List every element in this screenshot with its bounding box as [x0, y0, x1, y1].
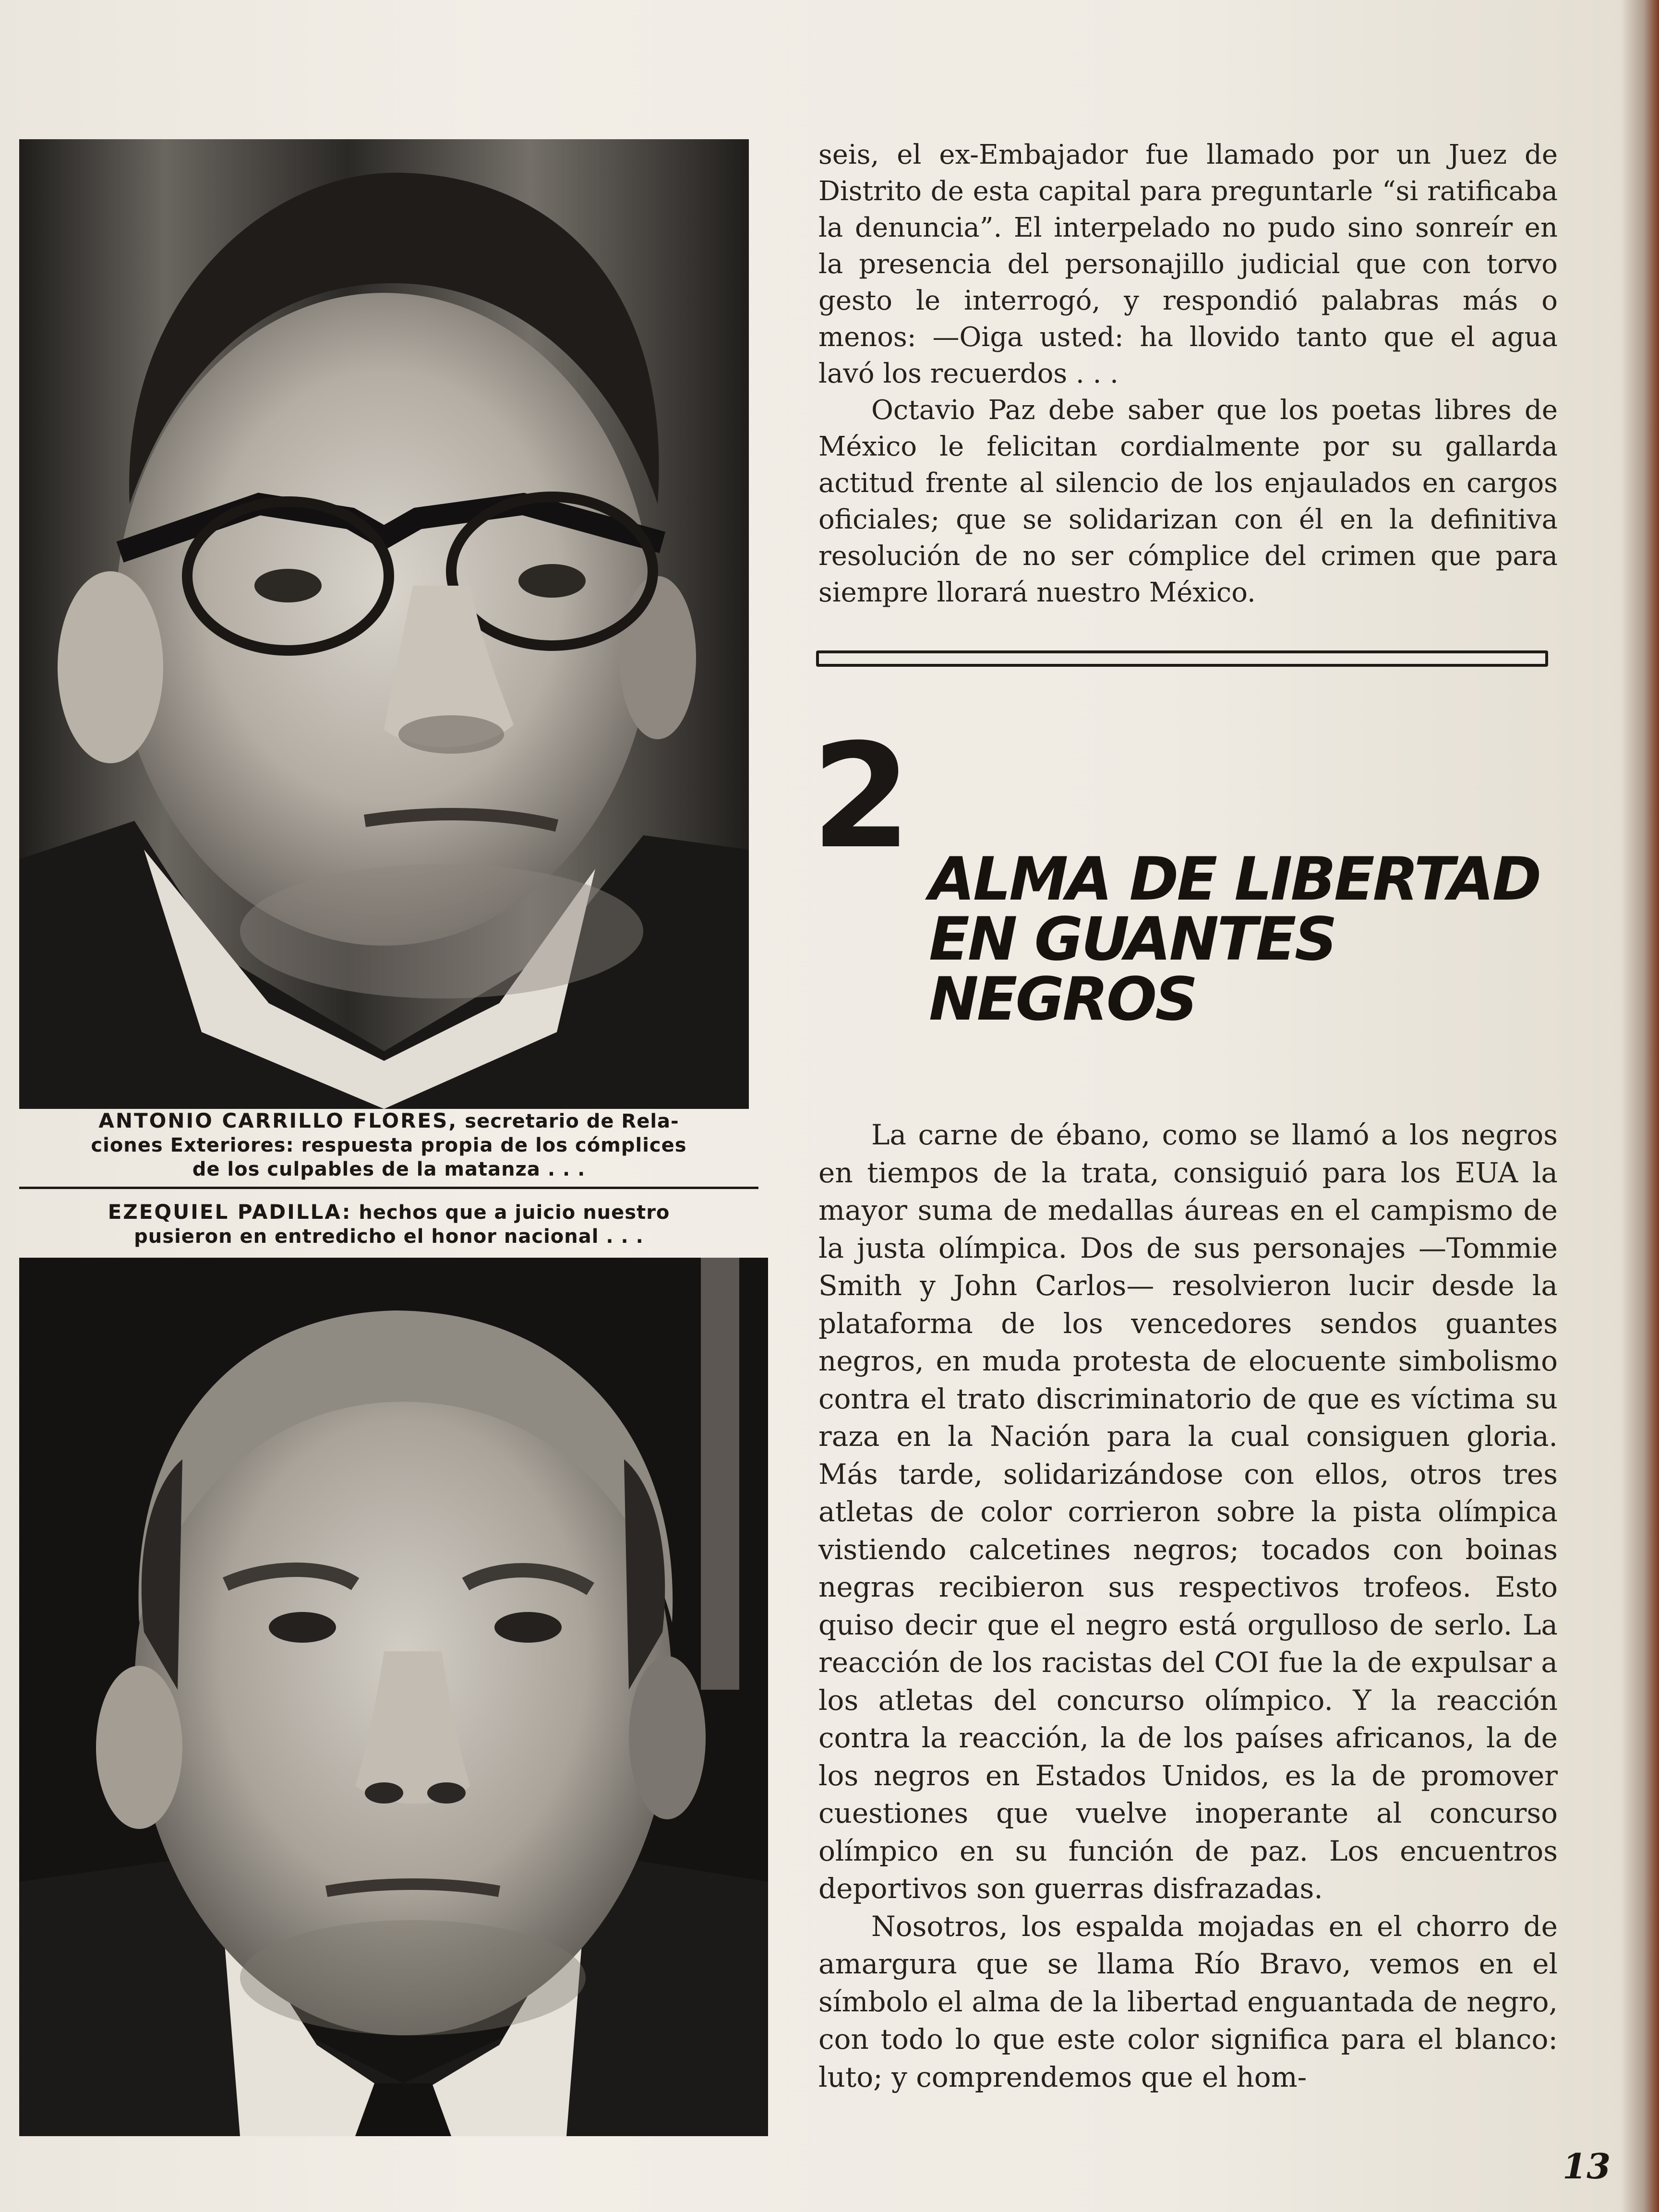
paragraph: La carne de ébano, como se llamó a los negros en tiempos de la trata, consiguió para los EUA la mayor suma de medallas áureas en el campismo de la justa olímpica. Dos de sus personajes —Tommie Smith y John Carlos— resolvieron lucir desde la plataforma de los vencedores sendos guantes negros, en muda protesta de elocuente simbolismo contra el trato discriminatorio de que es víctima su raza en la Nación para la cual consiguen gloria. Más tarde, solidarizándose con ellos, otros tres atletas de color corrieron sobre la pista olímpica vistiendo calcetines negros; tocados con boinas negras recibieron sus respectivos trofeos. Esto quiso decir que el negro está orgulloso de serlo. La reacción de los racistas del COI fue la de expulsar a los atletas del concurso olímpico. Y la reacción contra la reacción, la de los países africanos, la de los negros en Estados Unidos, es la de promover cuestiones que vuelve inoperante al concurso olímpico en su función de paz. Los encuentros deportivos son guerras disfrazadas.	[818, 1118, 1558, 1905]
portrait-photo-padilla	[19, 1258, 768, 2136]
caption-line1-text: hechos que a juicio nuestro	[359, 1202, 670, 1224]
portrait-image	[19, 139, 749, 1109]
caption-line2: pusieron en entredicho el honor nacional . . .	[134, 1226, 644, 1248]
section-divider	[816, 650, 1548, 667]
portrait-photo-carrillo-flores	[19, 139, 749, 1109]
page-number: 13	[1563, 2146, 1611, 2187]
paragraph: seis, el ex-Embajador fue llamado por un Juez de Distrito de esta capital para preguntarle “si ratificaba la denuncia”. El interpelado no pudo sino sonreír en la presencia del personajillo judicial que con torvo gesto le interrogó, y respondió palabras más o menos: —Oiga usted: ha llovido tanto que el agua lavó los recuerdos . . .	[818, 139, 1558, 389]
caption-line2: ciones Exteriores: respuesta propia de los cómplices	[91, 1134, 687, 1156]
section-headline	[929, 845, 1577, 1034]
portrait-image	[19, 1258, 768, 2136]
section-number: 2	[811, 713, 912, 880]
headline-line: EN GUANTES	[929, 905, 1335, 974]
page-edge-shadow	[1621, 0, 1659, 2212]
headline-line: NEGROS	[929, 965, 1196, 1034]
caption-line1-text: secretario de Rela-	[465, 1110, 679, 1132]
photo-caption-padilla	[58, 1200, 720, 1249]
caption-name: ANTONIO CARRILLO FLORES,	[98, 1109, 458, 1132]
paragraph: Octavio Paz debe saber que los poetas libres de México le felicitan cordialmente por su gallarda actitud frente al silencio de los enjaulados en cargos oficiales; que se solidarizan con él en la definitiva resolución de no ser cómplice del crimen que para siempre llorará nuestro México.	[818, 395, 1558, 608]
article-continuation	[818, 137, 1558, 611]
caption-line3: de los culpables de la matanza . . .	[192, 1158, 586, 1180]
caption-divider	[19, 1187, 758, 1189]
caption-name: EZEQUIEL PADILLA:	[108, 1200, 352, 1224]
headline-line: ALMA DE LIBERTAD	[929, 845, 1540, 914]
paragraph: Nosotros, los espalda mojadas en el chorro de amargura que se llama Río Bravo, vemos en el símbolo el alma de la libertad enguantada de negro, con todo lo que este color significa para el blanco: luto; y comprendemos que el hom-	[818, 1910, 1558, 2093]
article-body	[818, 1116, 1558, 2096]
photo-caption-carrillo-flores	[58, 1109, 720, 1181]
